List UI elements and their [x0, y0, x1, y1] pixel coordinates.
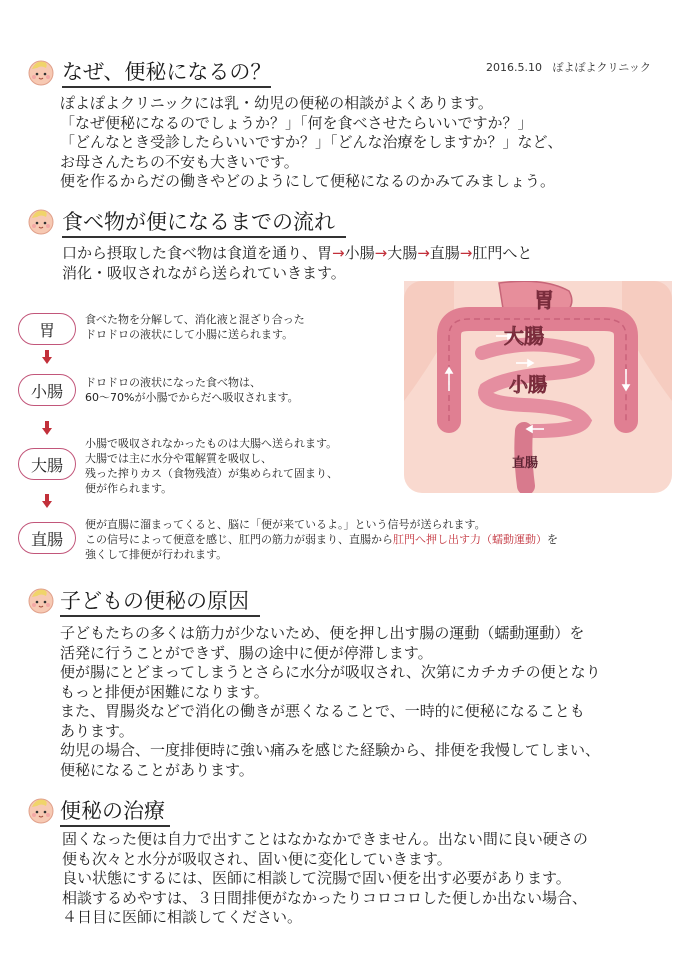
- paragraph-line: 良い状態にするには、医師に相談して浣腸で固い便を出す必要があります。: [62, 869, 571, 887]
- section-title-treatment: 便秘の治療: [60, 798, 170, 827]
- section-title-causes: 子どもの便秘の原因: [60, 588, 260, 617]
- paragraph-line: 便が腸にとどまってしまうとさらに水分が吸収され、次第にカチカチの便となり: [60, 663, 601, 681]
- paragraph-line: 「どんなとき受診したらいいですか？」「どんな治療をしますか？」など、: [60, 133, 563, 151]
- paragraph-line: また、胃腸炎などで消化の働きが悪くなることで、一時的に便秘になることも: [60, 702, 585, 720]
- paragraph-line: ぽよぽよクリニックには乳・幼児の便秘の相談がよくあります。: [60, 94, 493, 112]
- arrow-down-icon: [42, 494, 52, 508]
- organ-desc-stomach: 食べた物を分解して、消化液と混ざり合った ドロドロの液状にして小腸に送られます。: [85, 313, 305, 341]
- paragraph-line: お母さんたちの不安も大きいです。: [60, 152, 299, 171]
- section-title-digestion-flow: 食べ物が便になるまでの流れ: [62, 209, 346, 238]
- paragraph-line: 相談するめやすは、３日間排便がなかったりコロコロした便しか出ない場合、: [62, 888, 588, 907]
- peristalsis-highlight: 肛門へ押し出す力（蠕動運動）: [393, 533, 547, 546]
- paragraph-line: 固くなった便は自力で出すことはなかなかできません。出ない間に良い硬さの: [62, 830, 588, 848]
- paragraph-line: もっと排便が困難になります。: [60, 682, 269, 701]
- arrow-icon: →: [332, 244, 345, 262]
- paragraph-line: 活発に行うことができず、腸の途中に便が停滞します。: [60, 643, 433, 662]
- section-4-body: [62, 830, 588, 928]
- intestine-illustration: [404, 281, 672, 493]
- baby-face-icon: [26, 206, 56, 236]
- paragraph-line: 便も次々と水分が吸収され、固い便に変化していきます。: [62, 849, 452, 868]
- date: 2016.5.10: [486, 61, 542, 74]
- organ-desc-small-intestine: ドロドロの液状になった食べ物は、 60～70%が小腸でからだへ吸収されます。: [85, 376, 299, 404]
- arrow-icon: →: [374, 244, 388, 262]
- organ-pill-small-intestine: 小腸: [18, 374, 76, 406]
- baby-face-icon: [26, 795, 56, 825]
- label-rectum: 直腸: [512, 456, 539, 471]
- paragraph-line: 幼児の場合、一度排便時に強い痛みを感じた経験から、排便を我慢してしまい、: [60, 741, 601, 759]
- intro-line-1: 口から摂取した食べ物は食道を通り、胃→小腸→大腸→直腸→肛門へと: [62, 244, 533, 262]
- arrow-icon: →: [417, 244, 430, 262]
- header-meta: [486, 59, 651, 75]
- organ-pill-large-intestine: 大腸: [18, 448, 76, 480]
- paragraph-line: 子どもたちの多くは筋力が少ないため、便を押し出す腸の運動（蠕動運動）を: [60, 624, 585, 642]
- paragraph-line: あります。: [60, 721, 134, 740]
- baby-face-icon: [26, 585, 56, 615]
- arrow-down-icon: [42, 421, 52, 435]
- paragraph-line: 「なぜ便秘になるのでしょうか？」「何を食べさせたらいいですか？」: [60, 113, 533, 132]
- clinic-name: ぽよぽよクリニック: [552, 61, 651, 74]
- organ-desc-large-intestine: 小腸で吸収されなかったものは大腸へ送られます。 大腸では主に水分や電解質を吸収し、 残った搾りカス（食物残渣）が集められて固まり、 便が作られます。: [85, 437, 338, 495]
- paragraph-line: 便を作るからだの働きやどのようにして便秘になるのかみてみましょう。: [60, 172, 556, 190]
- label-small-intestine: 小腸: [509, 374, 548, 396]
- arrow-down-icon: [42, 350, 52, 364]
- organ-pill-rectum: 直腸: [18, 522, 76, 554]
- organ-pill-stomach: 胃: [18, 313, 76, 345]
- section-2-intro: [62, 244, 532, 283]
- label-large-intestine: 大腸: [504, 324, 544, 348]
- section-3-body: [60, 624, 601, 780]
- arrow-icon: →: [459, 244, 473, 262]
- organ-desc-rectum: 便が直腸に溜まってくると、脳に「便が来ているよ。」という信号が送られます。 この信号によって便意を感じ、肛門の筋力が弱まり、直腸から肛門へ押し出す力（蠕動運動）を 強くして排便が行われます。: [85, 518, 558, 561]
- section-1-body: [60, 94, 563, 192]
- paragraph-line: 便秘になることがあります。: [60, 760, 254, 779]
- section-title-why-constipation: なぜ、便秘になるの？: [62, 59, 271, 88]
- label-stomach: 胃: [534, 288, 554, 312]
- paragraph-line: ４日目に医師に相談してください。: [62, 908, 303, 926]
- intro-line-2: 消化・吸収されながら送られていきます。: [62, 263, 346, 282]
- baby-face-icon: [26, 57, 56, 87]
